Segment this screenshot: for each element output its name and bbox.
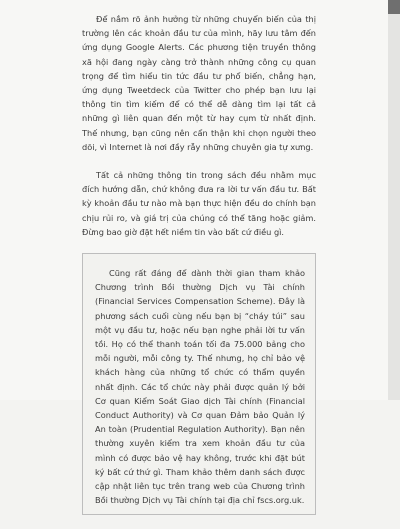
page-content: [82, 12, 316, 529]
paragraph-disclaimer: Tất cả những thông tin trong sách đều nhằm mục đích hướng dẫn, chứ không đưa ra lời tư vấn đầu tư. Bất kỳ khoản đầu tư nào mà bạn thực hiện đều do chính bạn chịu rủi ro, và giá trị của chúng có thể tăng hoặc giảm. Đừng bao giờ đặt hết niềm tin vào bất cứ điều gì.: [82, 170, 316, 237]
paragraph-fscs: Cũng rất đáng để dành thời gian tham khảo Chương trình Bồi thường Dịch vụ Tài chính (Financial Services Compensation Scheme). Đây là phương sách cuối cùng nếu bạn bị “cháy túi” sau một vụ đầu tư, hoặc nếu bạn nghe phải lời tư vấn tồi. Họ có thể thanh toán tối đa 75.000 bảng cho mỗi người, mỗi công ty. Thế nhưng, họ chỉ bảo vệ khách hàng của những tổ chức có thẩm quyền nhất định. Các tổ chức này phải được quản lý bởi Cơ quan Kiểm Soát Giao dịch Tài chính (Financial Conduct Authority) và Cơ quan Đảm bảo Quản lý An toàn (Prudential Regulation Authority). Bạn nên thường xuyên kiểm tra xem khoản đầu tư của mình có được bảo vệ hay không, trước khi đặt bút ký bất cứ thứ gì. Tham khảo thêm danh sách được cập nhật liên tục trên trang web của Chương trình Bồi thường Dịch vụ Tài chính tại địa chỉ fscs.org.uk.: [95, 268, 305, 506]
corner-tab: [388, 0, 400, 14]
fscs-info-box: [82, 253, 316, 514]
paragraph-google-alerts: Để nắm rõ ảnh hưởng từ những chuyển biến của thị trường lên các khoản đầu tư của mình, hãy lưu tâm đến ứng dụng Google Alerts. Các phương tiện truyền thông xã hội đang ngày càng trở thành những công cụ quan trọng để tìm hiểu tin tức đầu tư phổ biến, chẳng hạn, ứng dụng Tweetdeck của Twitter cho phép bạn lưu lại thông tin tìm kiếm để có thể dễ dàng tìm lại tất cả những gì liên quan đến một từ hay cụm từ nhất định. Thế nhưng, bạn cũng nên cẩn thận khi chọn người theo dõi, vì Internet là nơi đầy rẫy những chuyên gia tự xưng.: [82, 14, 316, 152]
page-edge-strip: [388, 0, 400, 400]
